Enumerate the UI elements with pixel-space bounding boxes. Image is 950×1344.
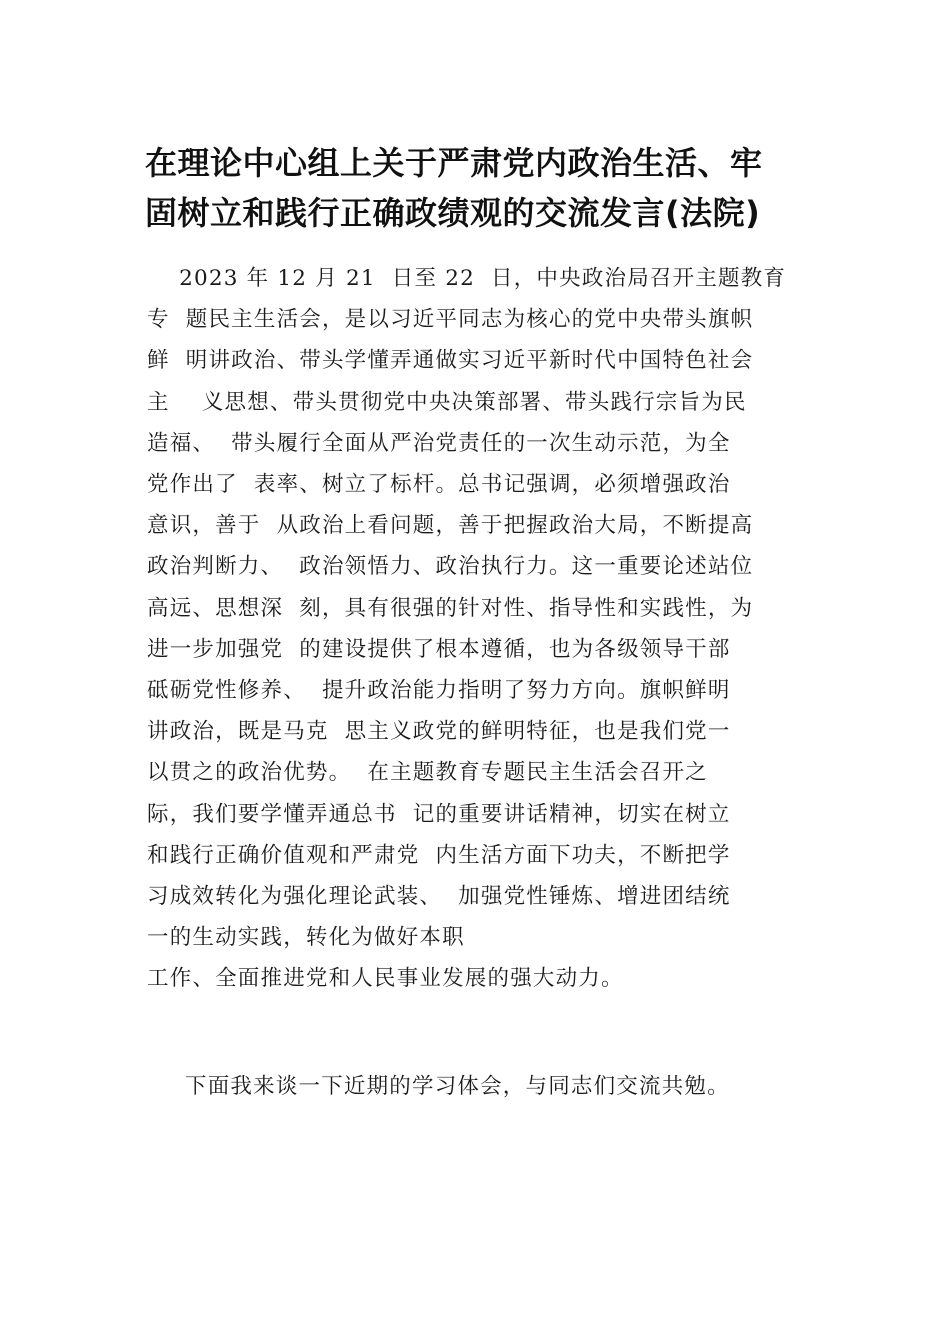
closing-paragraph: 下面我来谈一下近期的学习体会，与同志们交流共勉。 bbox=[185, 1074, 730, 1099]
title-line: 固树立和践行正确政绩观的交流发言(法院) bbox=[145, 194, 761, 232]
paragraph-line: 以贯之的政治优势。 在主题教育专题民主生活会召开之 bbox=[147, 760, 708, 786]
paragraph-line: 和践行正确价值观和严肃党 内生活方面下功夫，不断把学 bbox=[147, 842, 731, 868]
paragraph-line: 鲜 明讲政治、带头学懂弄通做实习近平新时代中国特色社会 bbox=[147, 348, 754, 374]
paragraph-line: 工作、全面推进党和人民事业发展的强大动力。 bbox=[147, 966, 624, 992]
paragraph-line: 造福、 带头履行全面从严治党责任的一次生动示范，为全 bbox=[147, 430, 731, 456]
paragraph-line: 进一步加强党 的建设提供了根本遵循，也为各级领导干部 bbox=[147, 636, 731, 662]
body-paragraph bbox=[147, 258, 827, 1000]
paragraph-line: 2023 年 12 月 21 日至 22 日，中央政治局召开主题教育 bbox=[147, 266, 787, 291]
paragraph-line: 意识，善于 从政治上看问题，善于把握政治大局，不断提高 bbox=[147, 513, 754, 539]
paragraph-line: 主 义思想、带头贯彻党中央决策部署、带头践行宗旨为民 bbox=[147, 389, 747, 415]
paragraph-line: 一的生动实践，转化为做好本职 bbox=[147, 925, 465, 951]
title-line: 在理论中心组上关于严肃党内政治生活、牢 bbox=[145, 144, 763, 182]
paragraph-line: 党作出了 表率、树立了标杆。总书记强调，必须增强政治 bbox=[147, 472, 731, 498]
paragraph-line: 专 题民主生活会，是以习近平同志为核心的党中央带头旗帜 bbox=[147, 307, 754, 333]
paragraph-line: 讲政治，既是马克 思主义政党的鲜明特征，也是我们党一 bbox=[147, 719, 731, 745]
paragraph-line: 习成效转化为强化理论武装、 加强党性锤炼、增进团结统 bbox=[147, 884, 731, 910]
document-title bbox=[145, 138, 835, 238]
paragraph-line: 高远、思想深 刻，具有很强的针对性、指导性和实践性，为 bbox=[147, 595, 754, 621]
paragraph-line: 际，我们要学懂弄通总书 记的重要讲话精神，切实在树立 bbox=[147, 801, 731, 827]
paragraph-line: 政治判断力、 政治领悟力、政治执行力。这一重要论述站位 bbox=[147, 554, 754, 580]
paragraph-line: 砥砺党性修养、 提升政治能力指明了努力方向。旗帜鲜明 bbox=[147, 678, 731, 704]
